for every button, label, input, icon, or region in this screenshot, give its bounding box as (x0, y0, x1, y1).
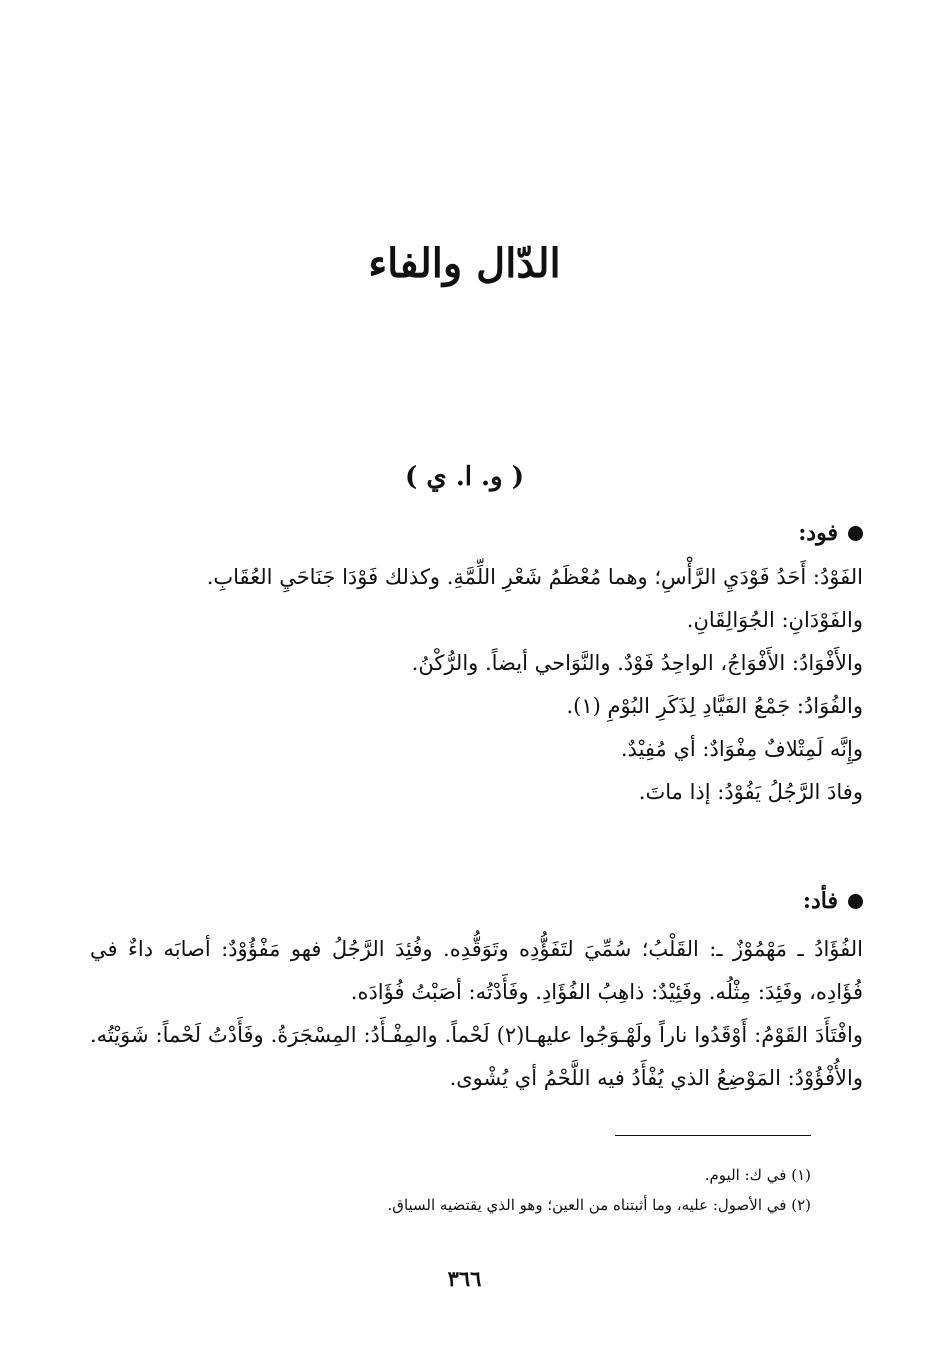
entry-paragraph: الفُؤَادُ ـ مَهْمُوْزٌ ـ: القَلْبُ؛ سُمِّيَ لتَفَؤُّدِه وتَوَقُّدِه. وفُئِدَ الرَّجُلُ فهو مَفْؤُوْدٌ: أصابَه داءٌ في فُؤَادِه، وفَئِدَ: مِثْلُه. وفَئِيْدٌ: ذاهِبُ الفُؤَادِ. وفَأَدْتُه: أصَبْتُ فُؤَادَه. (90, 937, 863, 1004)
entry-paragraph: والفُوَادُ: جَمْعُ الفَيَّادِ لِذَكَرِ البُوْمِ (١). (566, 694, 863, 718)
entry-head-fad (803, 888, 863, 914)
entry-body-fad (90, 928, 863, 1100)
page-number: ٣٦٦ (447, 1266, 482, 1291)
entry-head-label: فود: (798, 520, 838, 546)
footnote-divider (615, 1135, 811, 1136)
entry-paragraph: وإِنَّه لَمِتْلافٌ مِفْوَادٌ: أي مُفِيْدٌ. (620, 737, 863, 761)
root-heading: ( و. ا. ي ) (404, 462, 525, 492)
entry-paragraph: الفَوْدُ: أَحَدُ فَوْدَيِ الرَّأْسِ؛ وهما مُعْظَمُ شَعْرِ اللِّمَّةِ. وكذلك فَوْدَا جَنَاحَيِ العُقَابِ. (206, 565, 863, 589)
entry-body-fwd (90, 556, 863, 814)
entry-paragraph: وافْتَأَدَ القَوْمُ: أَوْقَدُوا ناراً ولَهْـوَجُوا عليهـا(٢) لَحْماً. والمِفْـأَدُ: المِسْجَرَةُ. وفَأَدْتُ لَحْماً: شَوَيْتُه. والأُفْؤُوْدُ: المَوْضِعُ الذي يُفْأَدُ فيه اللَّحْمُ أي يُشْوى. (90, 1023, 863, 1090)
entry-head-label: فأد: (802, 888, 838, 914)
footnote: (١) في ك: اليوم. (704, 1166, 811, 1184)
chapter-title: الدّال والفاء (368, 240, 561, 287)
bullet-icon (848, 894, 863, 909)
footnotes (90, 1160, 811, 1220)
entry-paragraph: وفادَ الرَّجُلُ يَفُوْدُ: إذا ماتَ. (638, 780, 863, 804)
footnote: (٢) في الأصول: عليه، وما أثبتناه من العين؛ وهو الذي يقتضيه السياق. (387, 1196, 811, 1214)
entry-head-fwd (798, 520, 863, 546)
entry-paragraph: والأَفْوَادُ: الأَفْوَاجُ، الواحِدُ فَوْدٌ. والنَّوَاحي أيضاً. والرُّكْنُ. (411, 651, 863, 675)
bullet-icon (848, 526, 863, 541)
entry-paragraph: والفَوْدَانِ: الجُوَالِقَانِ. (686, 608, 863, 632)
